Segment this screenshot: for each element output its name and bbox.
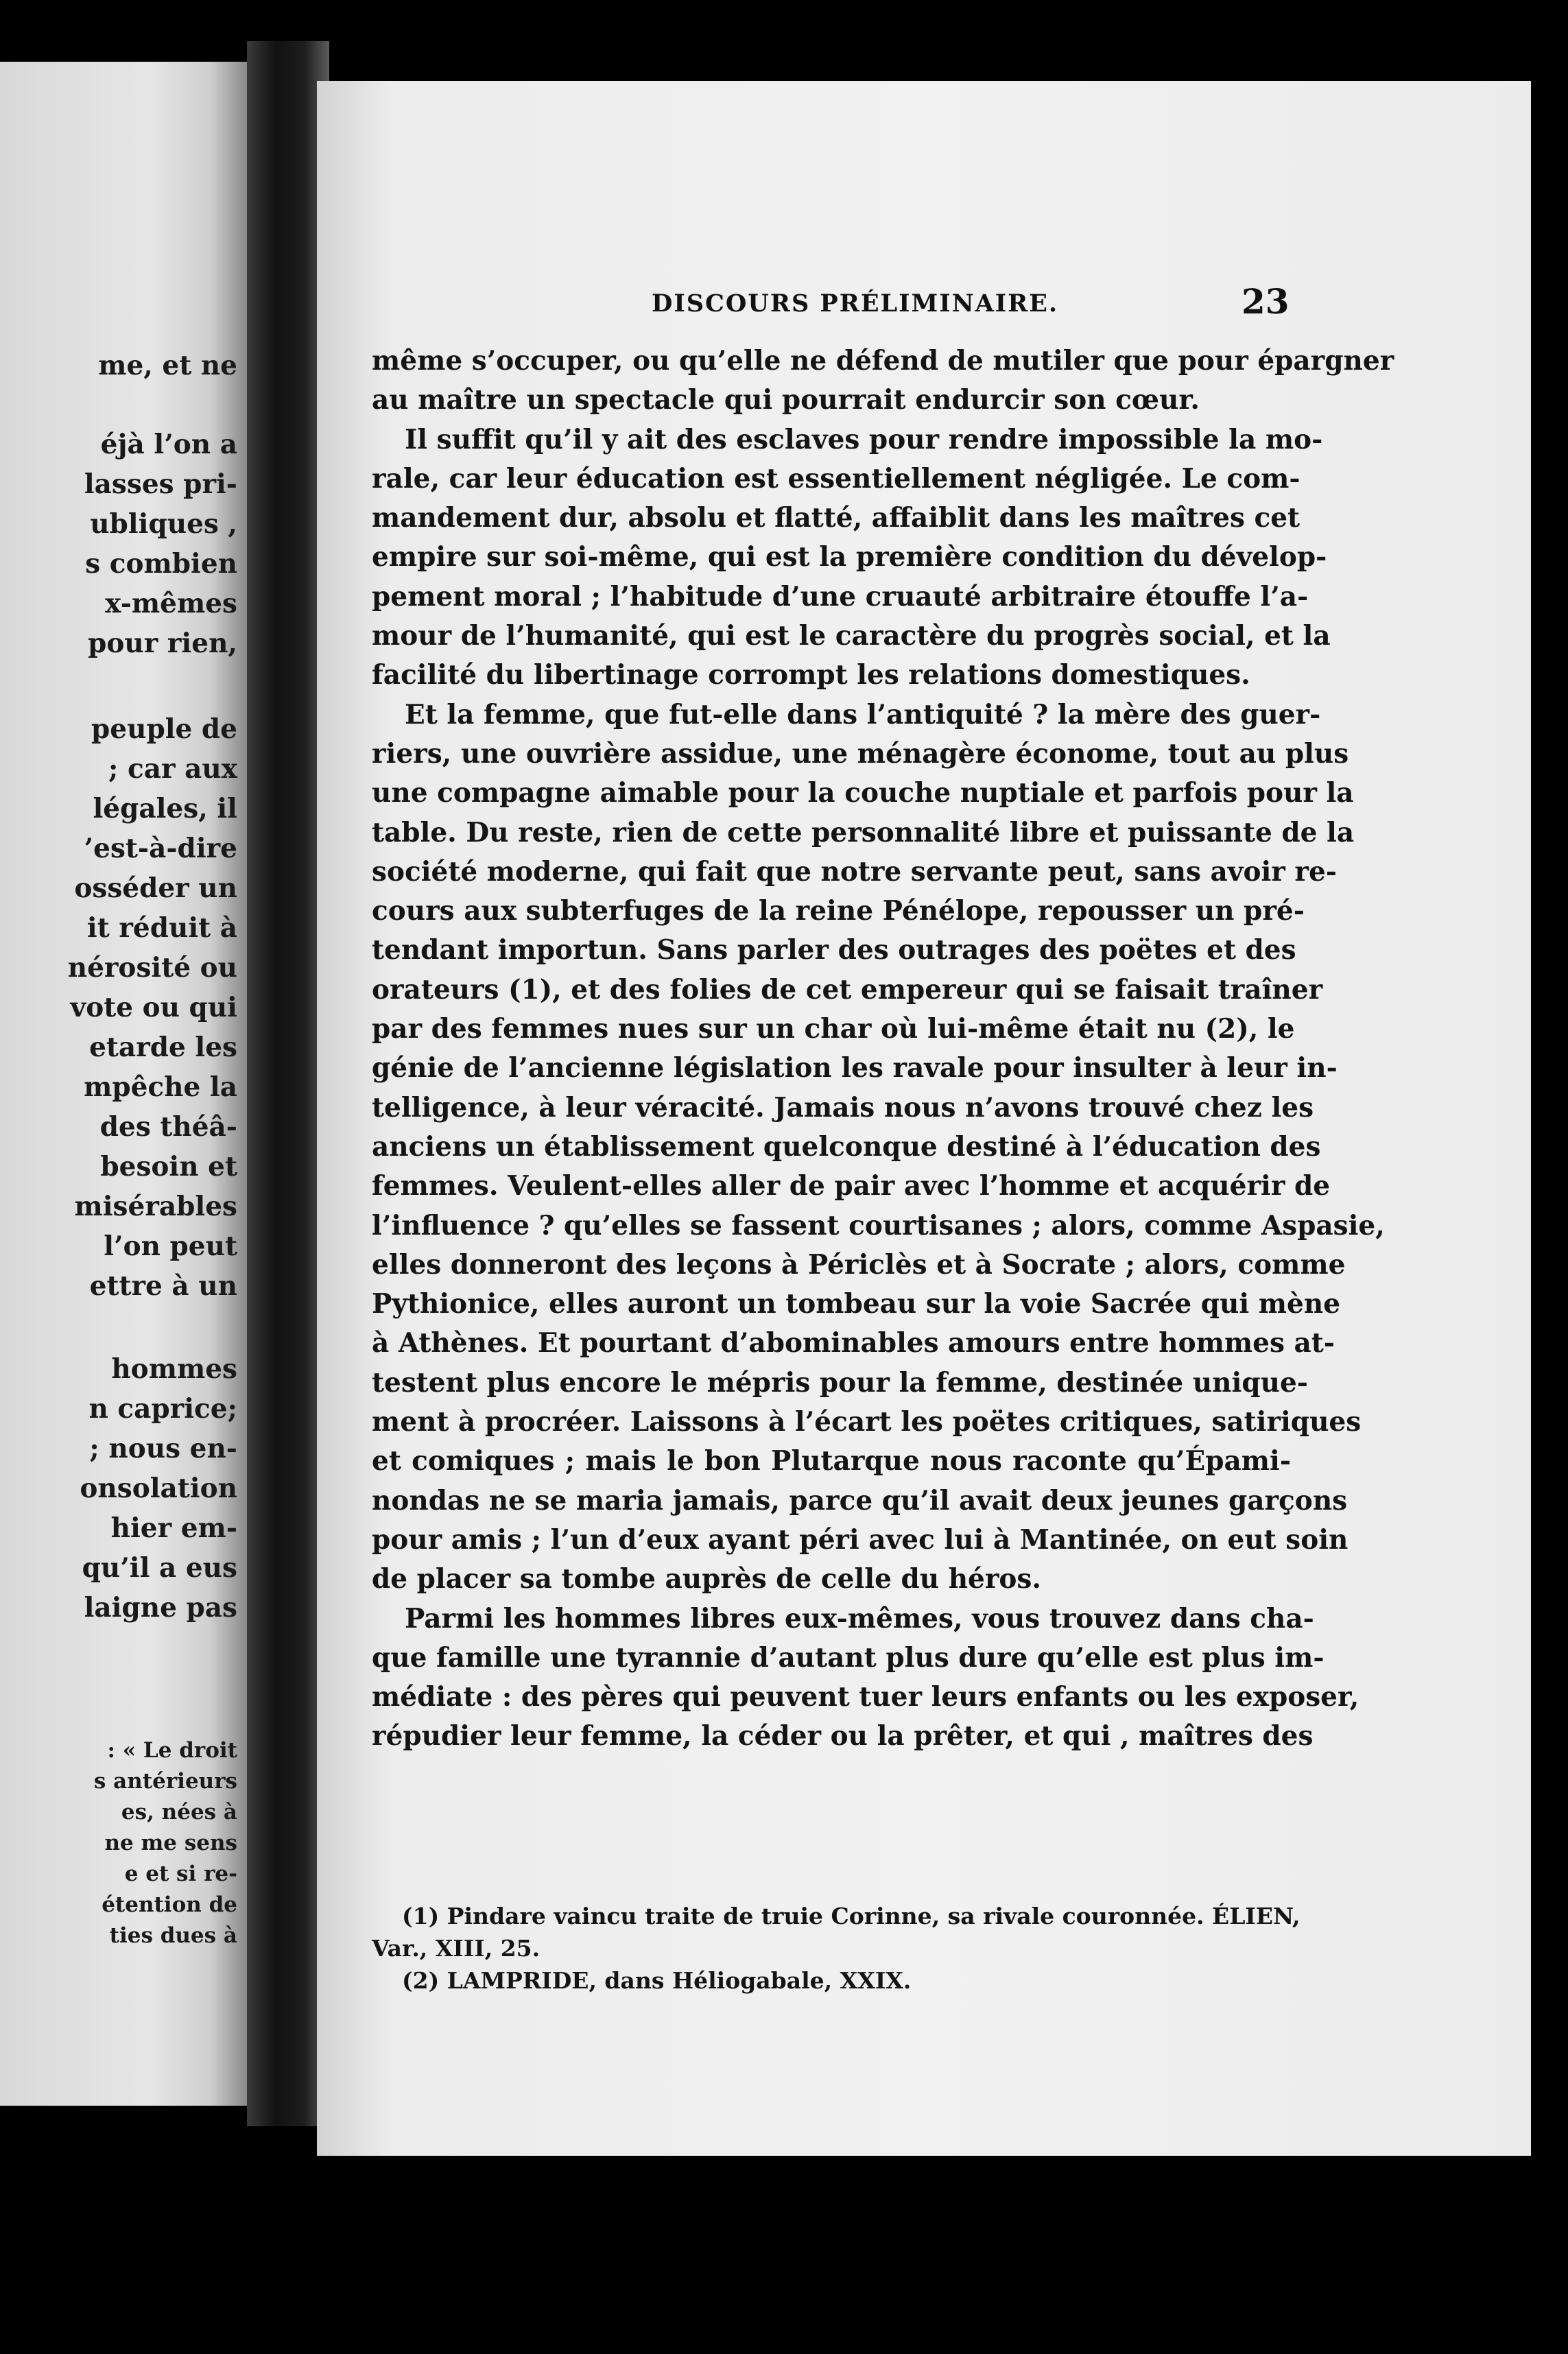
- text-line: telligence, à leur véracité. Jamais nous n’avons trouvé chez les: [372, 1091, 1314, 1124]
- facing-page-line: n caprice;: [88, 1393, 237, 1425]
- text-line: tendant importun. Sans parler des outrages des poëtes et des: [372, 934, 1296, 966]
- facing-page-note-line: es, nées à: [121, 1800, 237, 1824]
- facing-page-line: ubliques ,: [90, 508, 237, 540]
- facing-page-note-line: : « Le droit: [107, 1738, 237, 1763]
- text-line: une compagne aimable pour la couche nuptiale et parfois pour la: [372, 777, 1354, 809]
- footnote-line: (1) Pindare vaincu traite de truie Corinne, sa rivale couronnée. ÉLIEN,: [402, 1903, 1300, 1929]
- text-line: médiate : des pères qui peuvent tuer leurs enfants ou les exposer,: [372, 1681, 1359, 1713]
- text-line: génie de l’ancienne législation les ravale pour insulter à leur in-: [372, 1052, 1338, 1084]
- text-line: l’influence ? qu’elles se fassent courtisanes ; alors, comme Aspasie,: [372, 1209, 1385, 1241]
- text-line: anciens un établissement quelconque destiné à l’éducation des: [372, 1130, 1321, 1163]
- facing-page-line: ; car aux: [108, 753, 237, 785]
- facing-page-line: onsolation: [80, 1473, 237, 1504]
- text-line: répudier leur femme, la céder ou la prêter, et qui , maîtres des: [372, 1720, 1314, 1752]
- facing-page-fragment: [0, 62, 247, 2106]
- text-line: Il suffit qu’il y ait des esclaves pour rendre impossible la mo-: [405, 423, 1323, 455]
- facing-page-line: ; nous en-: [89, 1433, 237, 1464]
- facing-page-line: x-mêmes: [105, 588, 237, 619]
- text-line: orateurs (1), et des folies de cet empereur qui se faisait traîner: [372, 973, 1323, 1006]
- facing-page-line: laigne pas: [84, 1592, 237, 1624]
- text-line: mandement dur, absolu et flatté, affaiblit dans les maîtres cet: [372, 502, 1300, 534]
- facing-page-line: s combien: [85, 548, 237, 580]
- text-line: Et la femme, que fut-elle dans l’antiquité ? la mère des guer-: [405, 698, 1321, 730]
- page-number: 23: [1242, 281, 1290, 322]
- text-line: cours aux subterfuges de la reine Pénélope, repousser un pré-: [372, 895, 1305, 927]
- text-line: par des femmes nues sur un char où lui-même était nu (2), le: [372, 1013, 1295, 1045]
- facing-page-note-line: s antérieurs: [93, 1769, 237, 1794]
- text-line: pour amis ; l’un d’eux ayant péri avec lui à Mantinée, on eut soin: [372, 1523, 1349, 1556]
- text-line: femmes. Veulent-elles aller de pair avec l’homme et acquérir de: [372, 1170, 1331, 1202]
- footnotes: [372, 1900, 1300, 1997]
- facing-page-line: ’est-à-dire: [84, 833, 237, 864]
- text-line: Parmi les hommes libres eux-mêmes, vous trouvez dans cha-: [405, 1602, 1314, 1634]
- text-line: Pythionice, elles auront un tombeau sur la voie Sacrée qui mène: [372, 1288, 1341, 1320]
- facing-page-line: misérables: [74, 1191, 237, 1222]
- running-head: [317, 281, 1531, 328]
- text-line: ment à procréer. Laissons à l’écart les poëtes critiques, satiriques: [372, 1406, 1362, 1438]
- text-line: mour de l’humanité, qui est le caractère du progrès social, et la: [372, 620, 1331, 652]
- facing-page-line: etarde les: [89, 1032, 237, 1063]
- facing-page-line: peuple de: [91, 713, 237, 745]
- facing-page-line: légales, il: [93, 793, 237, 824]
- facing-page-line: lasses pri-: [84, 468, 237, 500]
- text-line: et comiques ; mais le bon Plutarque nous raconte qu’Épami-: [372, 1445, 1291, 1477]
- facing-page-line: l’on peut: [104, 1230, 237, 1262]
- facing-page-line: it réduit à: [86, 912, 237, 944]
- text-line: riers, une ouvrière assidue, une ménagère économe, tout au plus: [372, 737, 1349, 770]
- text-line: testent plus encore le mépris pour la femme, destinée unique-: [372, 1366, 1308, 1399]
- facing-page-line: éjà l’on a: [100, 429, 237, 460]
- text-line: de placer sa tombe auprès de celle du héros.: [372, 1563, 1041, 1595]
- text-line: au maître un spectacle qui pourrait endurcir son cœur.: [372, 384, 1200, 416]
- facing-page-line: pour rien,: [88, 628, 237, 659]
- facing-page-line: mpêche la: [84, 1071, 237, 1103]
- facing-page-note-line: ne me sens: [104, 1831, 237, 1855]
- book-page: [317, 81, 1531, 2156]
- facing-page-note-line: étention de: [102, 1892, 237, 1917]
- text-line: à Athènes. Et pourtant d’abominables amours entre hommes at-: [372, 1327, 1335, 1359]
- facing-page-line: nérosité ou: [67, 952, 237, 984]
- text-line: facilité du libertinage corrompt les relations domestiques.: [372, 659, 1250, 691]
- facing-page-line: des théâ-: [99, 1111, 237, 1143]
- text-line: pement moral ; l’habitude d’une cruauté arbitraire étouffe l’a-: [372, 580, 1309, 613]
- footnote-line: Var., XIII, 25.: [372, 1935, 541, 1962]
- facing-page-note-line: ties dues à: [109, 1923, 237, 1948]
- footnote-line: (2) LAMPRIDE, dans Héliogabale, XXIX.: [402, 1967, 912, 1994]
- facing-page-note-line: e et si re-: [124, 1862, 237, 1886]
- text-line: que famille une tyrannie d’autant plus dure qu’elle est plus im-: [372, 1641, 1325, 1674]
- body-text: [372, 342, 1394, 1757]
- facing-page-line: ettre à un: [89, 1270, 237, 1302]
- text-line: table. Du reste, rien de cette personnalité libre et puissante de la: [372, 816, 1355, 848]
- facing-page-line: hier em-: [110, 1512, 237, 1544]
- text-line: même s’occuper, ou qu’elle ne défend de mutiler que pour épargner: [372, 345, 1394, 377]
- facing-page-line: osséder un: [74, 872, 237, 904]
- facing-page-line: besoin et: [100, 1151, 237, 1182]
- running-title: DISCOURS PRÉLIMINAIRE.: [652, 289, 1059, 318]
- text-line: société moderne, qui fait que notre servante peut, sans avoir re-: [372, 855, 1337, 888]
- text-line: nondas ne se maria jamais, parce qu’il avait deux jeunes garçons: [372, 1484, 1348, 1517]
- facing-page-line: hommes: [111, 1353, 237, 1385]
- text-line: rale, car leur éducation est essentiellement négligée. Le com-: [372, 462, 1300, 495]
- facing-page-line: vote ou qui: [70, 992, 237, 1023]
- facing-page-line: me, et ne: [98, 350, 237, 381]
- text-line: elles donneront des leçons à Périclès et à Socrate ; alors, comme: [372, 1248, 1346, 1281]
- facing-page-line: qu’il a eus: [82, 1552, 237, 1584]
- text-line: empire sur soi-même, qui est la première condition du dévelop-: [372, 541, 1327, 573]
